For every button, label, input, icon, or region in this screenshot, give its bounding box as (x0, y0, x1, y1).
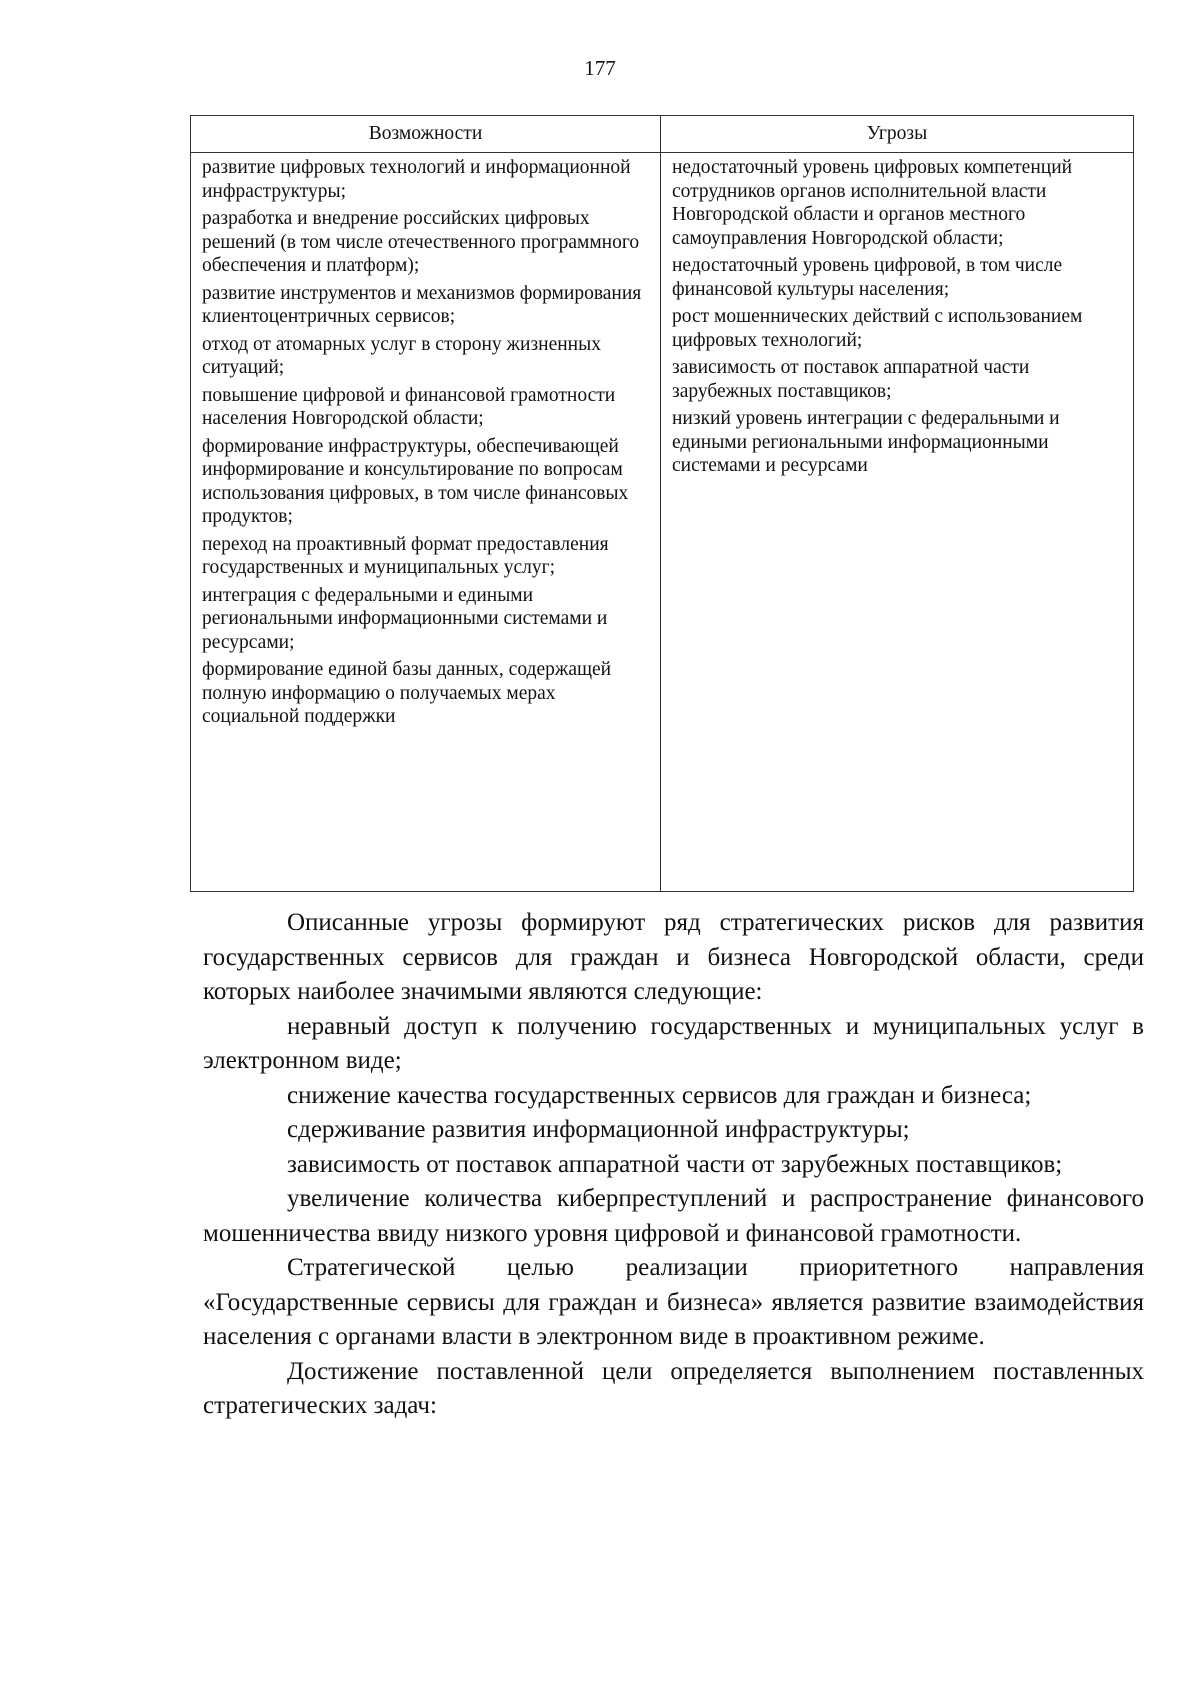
body-paragraph: Стратегической целью реализации приоритетного направления «Государственные сервисы для граждан и бизнеса» является развитие взаимодействия населения с органами власти в электронном виде в проактивном режиме. (203, 1254, 1144, 1350)
body-paragraph: Достижение поставленной цели определяется выполнением поставленных стратегических задач: (203, 1357, 1144, 1419)
opportunity-item: интеграция с федеральными и едиными региональными информационными системами и ресурсами; (202, 584, 608, 653)
threat-item: рост мошеннических действий с использованием цифровых технологий; (672, 306, 1083, 351)
body-paragraph: сдерживание развития информационной инфраструктуры; (287, 1116, 910, 1143)
threat-item: недостаточный уровень цифровой, в том числе финансовой культуры населения; (672, 255, 1063, 300)
header-opportunities: Возможности (191, 116, 661, 153)
threat-item: зависимость от поставок аппаратной части зарубежных поставщиков; (672, 357, 1030, 402)
opportunity-item: повышение цифровой и финансовой грамотности населения Новгородской области; (202, 384, 616, 429)
body-paragraph: зависимость от поставок аппаратной части от зарубежных поставщиков; (287, 1150, 1063, 1178)
table-header-row (191, 116, 1134, 153)
table-row (191, 153, 1134, 892)
opportunity-item: развитие цифровых технологий и информационной инфраструктуры; (202, 157, 631, 202)
header-threats: Угрозы (661, 116, 1134, 153)
threat-item: низкий уровень интеграции с федеральными и едиными региональными информационными системами и ресурсами (672, 408, 1060, 476)
body-paragraph: неравный доступ к получению государственных и муниципальных услуг в электронном виде; (203, 1012, 1144, 1074)
body-paragraph: снижение качества государственных сервисов для граждан и бизнеса; (287, 1081, 1032, 1109)
threats-cell (661, 153, 1134, 892)
opportunities-threats-table (190, 115, 1134, 892)
page-number: 177 (584, 56, 616, 80)
opportunity-item: разработка и внедрение российских цифровых решений (в том числе отечественного программного обеспечения и платформ); (202, 208, 640, 276)
opportunity-item: переход на проактивный формат предоставления государственных и муниципальных услуг; (202, 533, 609, 578)
opportunity-item: формирование инфраструктуры, обеспечивающей информирование и консультирование по вопросам использования цифровых, в том числе финансовых продуктов; (202, 435, 629, 527)
body-paragraph: увеличение количества киберпреступлений и распространение финансового мошенничества ввиду низкого уровня цифровой и финансовой грамотности. (203, 1185, 1144, 1247)
threat-item: недостаточный уровень цифровых компетенций сотрудников органов исполнительной власти Новгородской области и органов местного самоуправления Новгородской области; (672, 157, 1073, 249)
opportunity-item: развитие инструментов и механизмов формирования клиентоцентричных сервисов; (202, 282, 642, 327)
body-text (203, 906, 1144, 1424)
body-paragraph: Описанные угрозы формируют ряд стратегических рисков для развития государственных сервисов для граждан и бизнеса Новгородской области, среди которых наиболее значимыми являются следующие: (203, 909, 1144, 1005)
opportunity-item: отход от атомарных услуг в сторону жизненных ситуаций; (202, 333, 601, 378)
opportunities-cell (191, 153, 661, 892)
opportunity-item: формирование единой базы данных, содержащей полную информацию о получаемых мерах социальной поддержки (202, 659, 612, 727)
